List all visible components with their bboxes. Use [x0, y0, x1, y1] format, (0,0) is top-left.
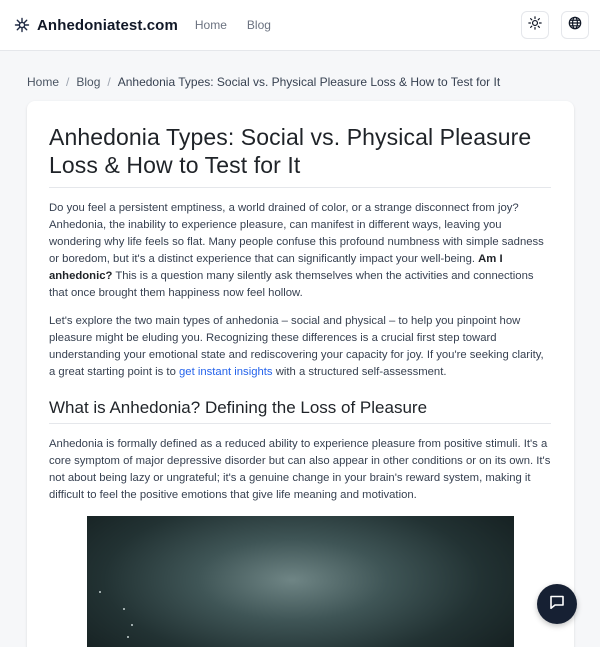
hero-speck: [99, 591, 101, 593]
title-divider: [49, 187, 551, 188]
section-divider: [49, 423, 551, 424]
article-content: [49, 101, 551, 504]
nav-home-link[interactable]: Home: [194, 18, 227, 32]
breadcrumb-current: Anhedonia Types: Social vs. Physical Pleasure Loss & How to Test for It: [117, 75, 501, 89]
intro-text-end: This is a question many silently ask themselves when the activities and connections that once brought them happiness now feel hollow.: [49, 270, 534, 299]
explore-text-end: with a structured self-assessment.: [272, 366, 447, 378]
brand[interactable]: [14, 17, 178, 34]
breadcrumb-home-link[interactable]: Home: [27, 75, 60, 89]
intro-paragraph: [49, 200, 551, 302]
globe-icon: [568, 16, 582, 35]
chat-bubble-icon: [548, 593, 566, 616]
breadcrumb-separator: /: [66, 75, 70, 89]
sun-icon: [528, 16, 542, 35]
article-card: [27, 101, 574, 647]
breadcrumb-separator: /: [107, 75, 111, 89]
hero-speck: [123, 608, 125, 610]
breadcrumb-blog-link[interactable]: Blog: [76, 75, 101, 89]
section-heading: What is Anhedonia? Defining the Loss of Pleasure: [49, 398, 428, 417]
definition-paragraph: Anhedonia is formally defined as a reduced ability to experience pleasure from positive stimuli. It's a core symptom of major depressive disorder but can also appear in other conditions or on its own. It's not about being lazy or ungrateful; it's a genuine change in your brain's reward system, making it difficult to feel the positive emotions that give life meaning and motivation.: [49, 438, 551, 501]
brain-icon: [14, 17, 30, 33]
hero-image: [87, 516, 514, 647]
language-button[interactable]: [561, 11, 589, 39]
theme-toggle-button[interactable]: [521, 11, 549, 39]
top-navbar: [0, 0, 600, 51]
intro-bold-question: Am I anhedonic?: [49, 253, 503, 282]
instant-insights-link[interactable]: get instant insights: [179, 366, 273, 378]
article-title: Anhedonia Types: Social vs. Physical Pleasure Loss & How to Test for It: [49, 124, 532, 178]
hero-speck: [127, 636, 129, 638]
explore-text-start: Let's explore the two main types of anhedonia – social and physical – to help you pinpoint how pleasure might be eluding you. Recognizing these differences is a crucial first step toward understanding your emotional state and rediscovering your capacity for joy. If you're seeking clarity, a great starting point is to: [49, 315, 544, 378]
nav-blog-link[interactable]: Blog: [246, 18, 271, 32]
hero-speck: [131, 624, 133, 626]
chat-button[interactable]: [537, 584, 577, 624]
explore-paragraph: [49, 313, 551, 381]
brand-name: Anhedoniatest.com: [37, 16, 178, 34]
breadcrumb: [27, 74, 500, 90]
intro-text-start: Do you feel a persistent emptiness, a world drained of color, or a strange disconnect from joy? Anhedonia, the inability to experience pleasure, can manifest in different ways, leaving you wondering why life feels so flat. Many people confuse this profound numbness with simple sadness or boredom, but it's a distinct experience that can significantly impact your well-being.: [49, 202, 544, 265]
